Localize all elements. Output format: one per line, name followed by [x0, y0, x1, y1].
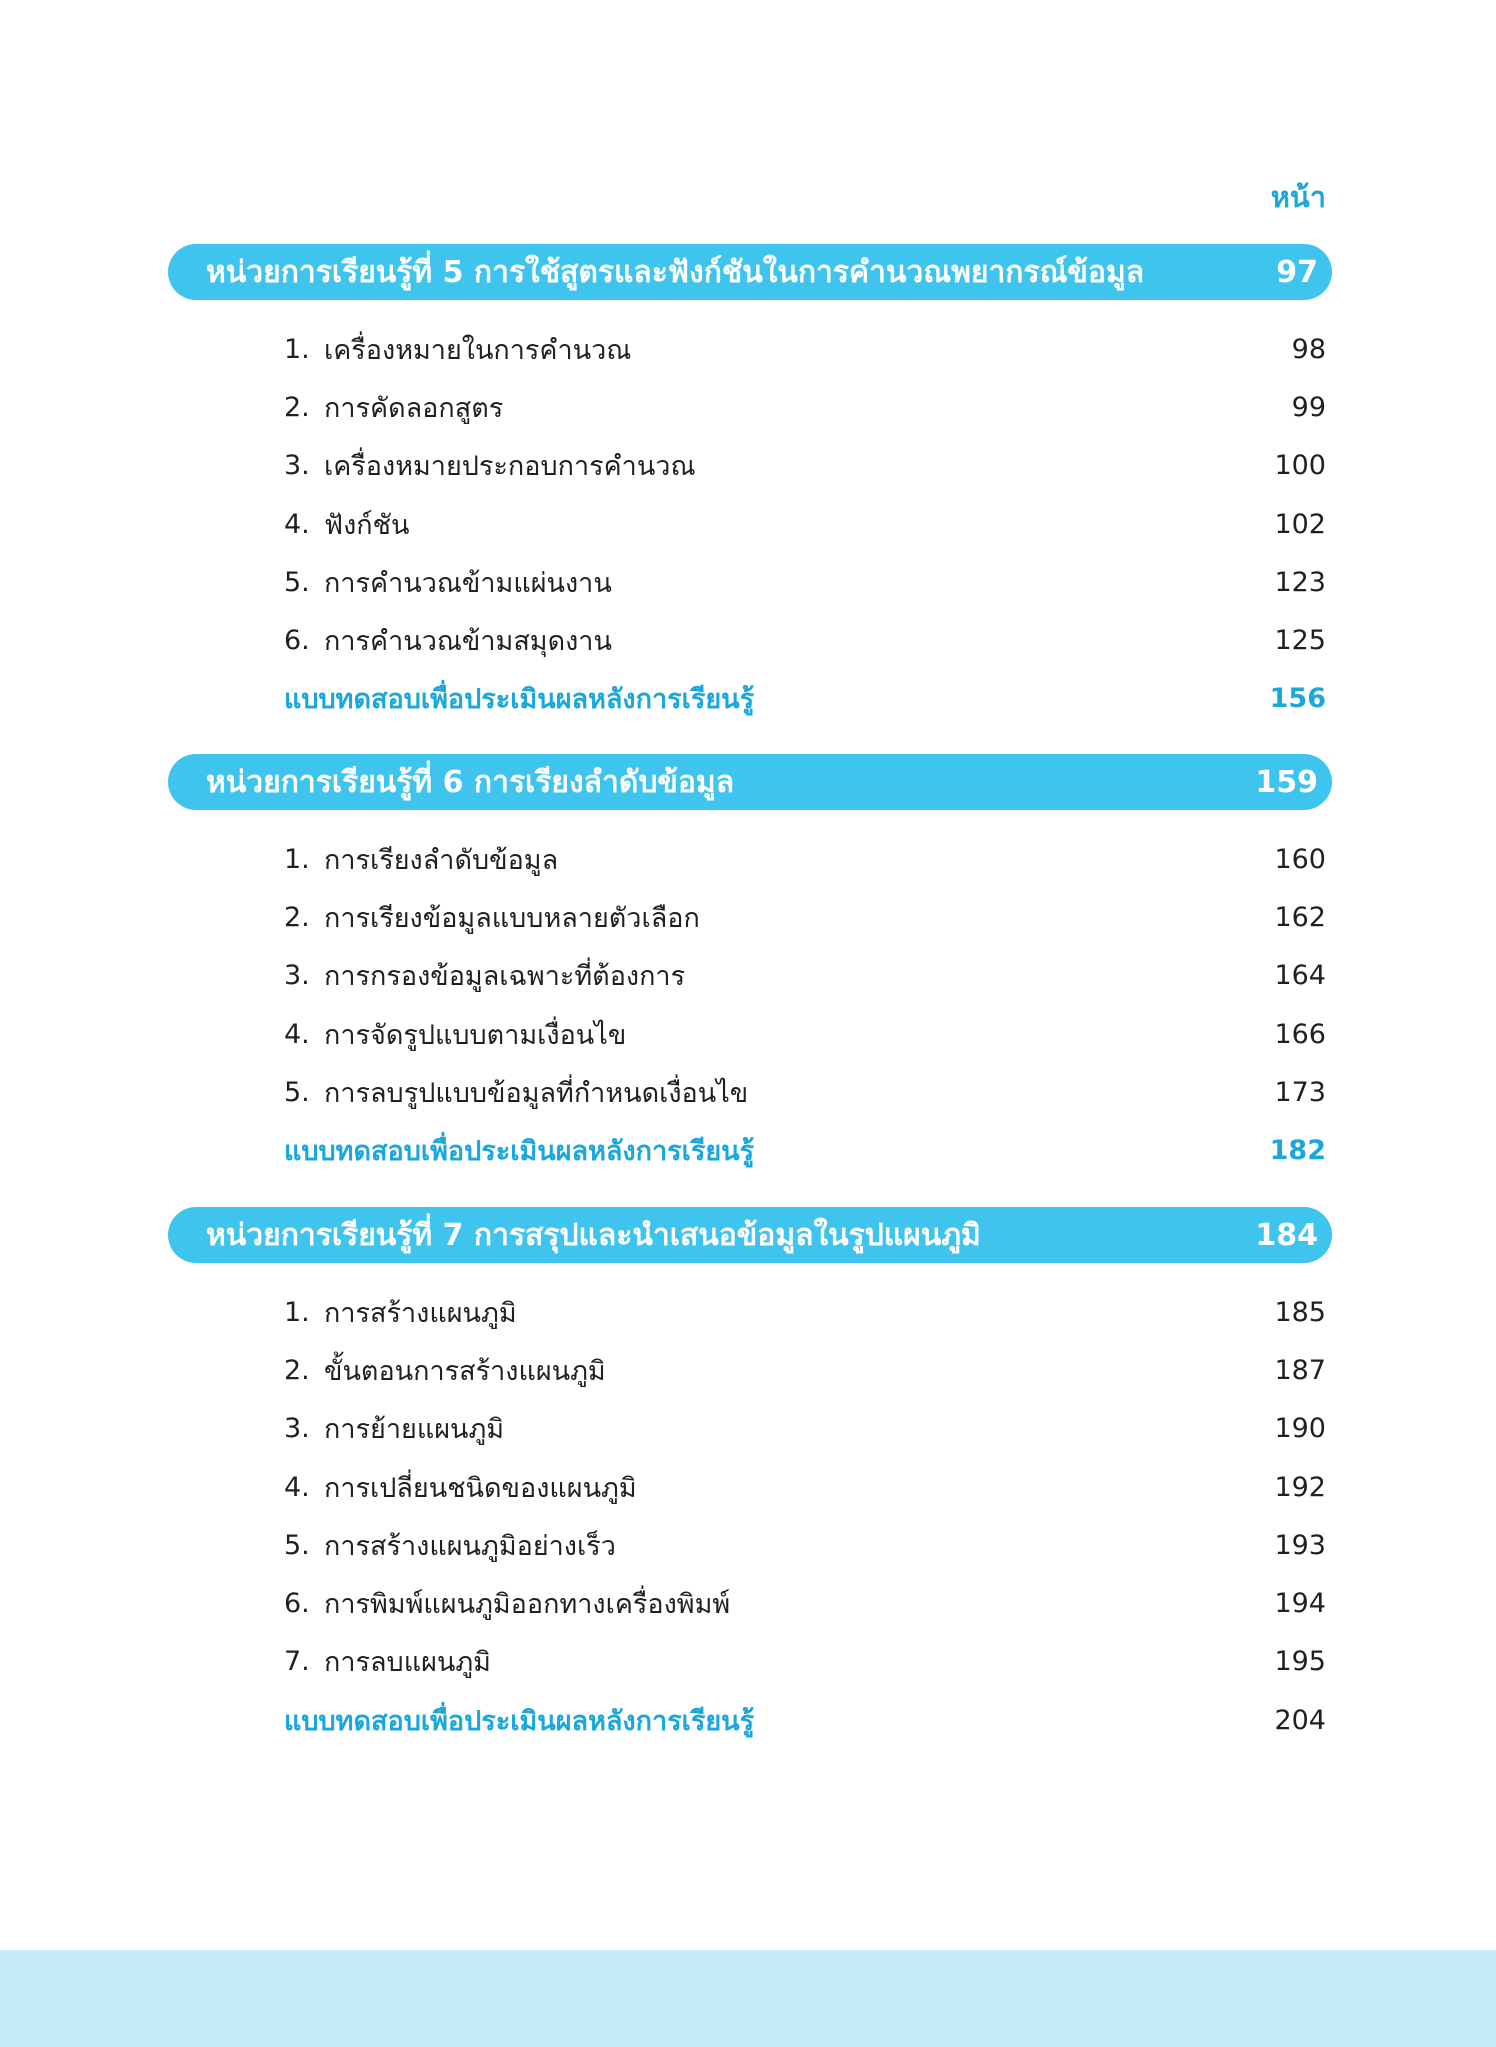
- toc-item[interactable]: [168, 1458, 1332, 1516]
- item-label: ขั้นตอนการสร้างแผนภูมิ: [324, 1355, 606, 1387]
- toc-test-item[interactable]: [168, 1691, 1332, 1749]
- item-number: 6.: [284, 625, 310, 657]
- bottom-decorative-band: [0, 1950, 1496, 2047]
- item-page: 173: [1274, 1076, 1326, 1108]
- item-label: การพิมพ์แผนภูมิออกทางเครื่องพิมพ์: [324, 1589, 731, 1621]
- item-label: การคำนวณข้ามแผ่นงาน: [324, 567, 612, 599]
- item-number: 3.: [284, 1413, 310, 1445]
- toc-item[interactable]: [168, 1063, 1332, 1121]
- item-page: 99: [1291, 391, 1326, 423]
- item-label: ฟังก์ชัน: [324, 509, 410, 541]
- unit-7-title: หน่วยการเรียนรู้ที่ 7 การสรุปและนำเสนอข้อมูลในรูปแผนภูมิ: [206, 1217, 981, 1253]
- toc-item[interactable]: [168, 1633, 1332, 1691]
- item-number: 5.: [284, 1529, 310, 1561]
- unit-5-title: หน่วยการเรียนรู้ที่ 5 การใช้สูตรและฟังก์ชันในการคำนวณพยากรณ์ข้อมูล: [206, 254, 1145, 290]
- item-page: 164: [1274, 960, 1326, 992]
- item-number: 4.: [284, 1471, 310, 1503]
- unit-6-header[interactable]: [168, 754, 1332, 810]
- unit-6-page: 159: [1255, 764, 1318, 800]
- test-page: 204: [1274, 1704, 1326, 1736]
- item-number: 3.: [284, 450, 310, 482]
- toc-test-item[interactable]: [168, 670, 1332, 728]
- test-page: 156: [1269, 683, 1326, 715]
- item-page: 192: [1274, 1471, 1326, 1503]
- item-label: เครื่องหมายในการคำนวณ: [324, 334, 632, 366]
- item-number: 5.: [284, 1076, 310, 1108]
- toc-item[interactable]: [168, 1400, 1332, 1458]
- test-label: แบบทดสอบเพื่อประเมินผลหลังการเรียนรู้: [284, 1705, 755, 1737]
- item-number: 7.: [284, 1646, 310, 1678]
- item-number: 3.: [284, 960, 310, 992]
- item-number: 2.: [284, 901, 310, 933]
- item-label: การกรองข้อมูลเฉพาะที่ต้องการ: [324, 961, 686, 993]
- item-number: 1.: [284, 843, 310, 875]
- toc-item[interactable]: [168, 830, 1332, 888]
- unit-7-page: 184: [1255, 1217, 1318, 1253]
- item-number: 1.: [284, 1296, 310, 1328]
- item-label: การเรียงข้อมูลแบบหลายตัวเลือก: [324, 902, 700, 934]
- item-number: 4.: [284, 1018, 310, 1050]
- test-label: แบบทดสอบเพื่อประเมินผลหลังการเรียนรู้: [284, 1136, 755, 1168]
- unit-6-section: [168, 754, 1332, 1180]
- item-page: 125: [1274, 625, 1326, 657]
- toc-item[interactable]: [168, 437, 1332, 495]
- item-page: 100: [1274, 450, 1326, 482]
- item-number: 2.: [284, 391, 310, 423]
- toc-item[interactable]: [168, 888, 1332, 946]
- item-label: การจัดรูปแบบตามเงื่อนไข: [324, 1019, 627, 1051]
- item-page: 123: [1274, 566, 1326, 598]
- item-number: 2.: [284, 1354, 310, 1386]
- toc-item[interactable]: [168, 320, 1332, 378]
- item-page: 194: [1274, 1588, 1326, 1620]
- item-label: การเปลี่ยนชนิดของแผนภูมิ: [324, 1472, 637, 1504]
- item-page: 162: [1274, 901, 1326, 933]
- item-page: 98: [1291, 333, 1326, 365]
- test-page: 182: [1269, 1135, 1326, 1167]
- item-page: 190: [1274, 1413, 1326, 1445]
- item-label: การย้ายแผนภูมิ: [324, 1414, 505, 1446]
- item-number: 5.: [284, 566, 310, 598]
- item-label: เครื่องหมายประกอบการคำนวณ: [324, 451, 696, 483]
- item-page: 160: [1274, 843, 1326, 875]
- toc-item[interactable]: [168, 495, 1332, 553]
- toc-item[interactable]: [168, 1005, 1332, 1063]
- item-page: 102: [1274, 508, 1326, 540]
- item-label: การสร้างแผนภูมิอย่างเร็ว: [324, 1530, 616, 1562]
- item-page: 193: [1274, 1529, 1326, 1561]
- unit-7-section: [168, 1207, 1332, 1749]
- toc-item[interactable]: [168, 553, 1332, 611]
- item-page: 185: [1274, 1296, 1326, 1328]
- item-label: การสร้างแผนภูมิ: [324, 1297, 517, 1329]
- item-page: 187: [1274, 1354, 1326, 1386]
- test-label: แบบทดสอบเพื่อประเมินผลหลังการเรียนรู้: [284, 684, 755, 716]
- item-page: 166: [1274, 1018, 1326, 1050]
- item-label: การคำนวณข้ามสมุดงาน: [324, 626, 612, 658]
- item-page: 195: [1274, 1646, 1326, 1678]
- item-label: การลบแผนภูมิ: [324, 1647, 491, 1679]
- item-label: การคัดลอกสูตร: [324, 392, 504, 424]
- unit-7-header[interactable]: [168, 1207, 1332, 1263]
- unit-5-header[interactable]: [168, 244, 1332, 300]
- page-column-label: หน้า: [1270, 180, 1326, 214]
- toc-item[interactable]: [168, 1516, 1332, 1574]
- unit-5-page: 97: [1276, 254, 1318, 290]
- toc-item[interactable]: [168, 1283, 1332, 1341]
- item-number: 1.: [284, 333, 310, 365]
- toc-item[interactable]: [168, 947, 1332, 1005]
- toc-item[interactable]: [168, 1341, 1332, 1399]
- toc-item[interactable]: [168, 378, 1332, 436]
- item-number: 4.: [284, 508, 310, 540]
- toc-item[interactable]: [168, 1574, 1332, 1632]
- toc-item[interactable]: [168, 611, 1332, 669]
- item-number: 6.: [284, 1588, 310, 1620]
- toc-test-item[interactable]: [168, 1121, 1332, 1179]
- item-label: การลบรูปแบบข้อมูลที่กำหนดเงื่อนไข: [324, 1077, 749, 1109]
- unit-5-section: [168, 244, 1332, 728]
- item-label: การเรียงลำดับข้อมูล: [324, 844, 559, 876]
- unit-6-title: หน่วยการเรียนรู้ที่ 6 การเรียงลำดับข้อมูล: [206, 764, 735, 800]
